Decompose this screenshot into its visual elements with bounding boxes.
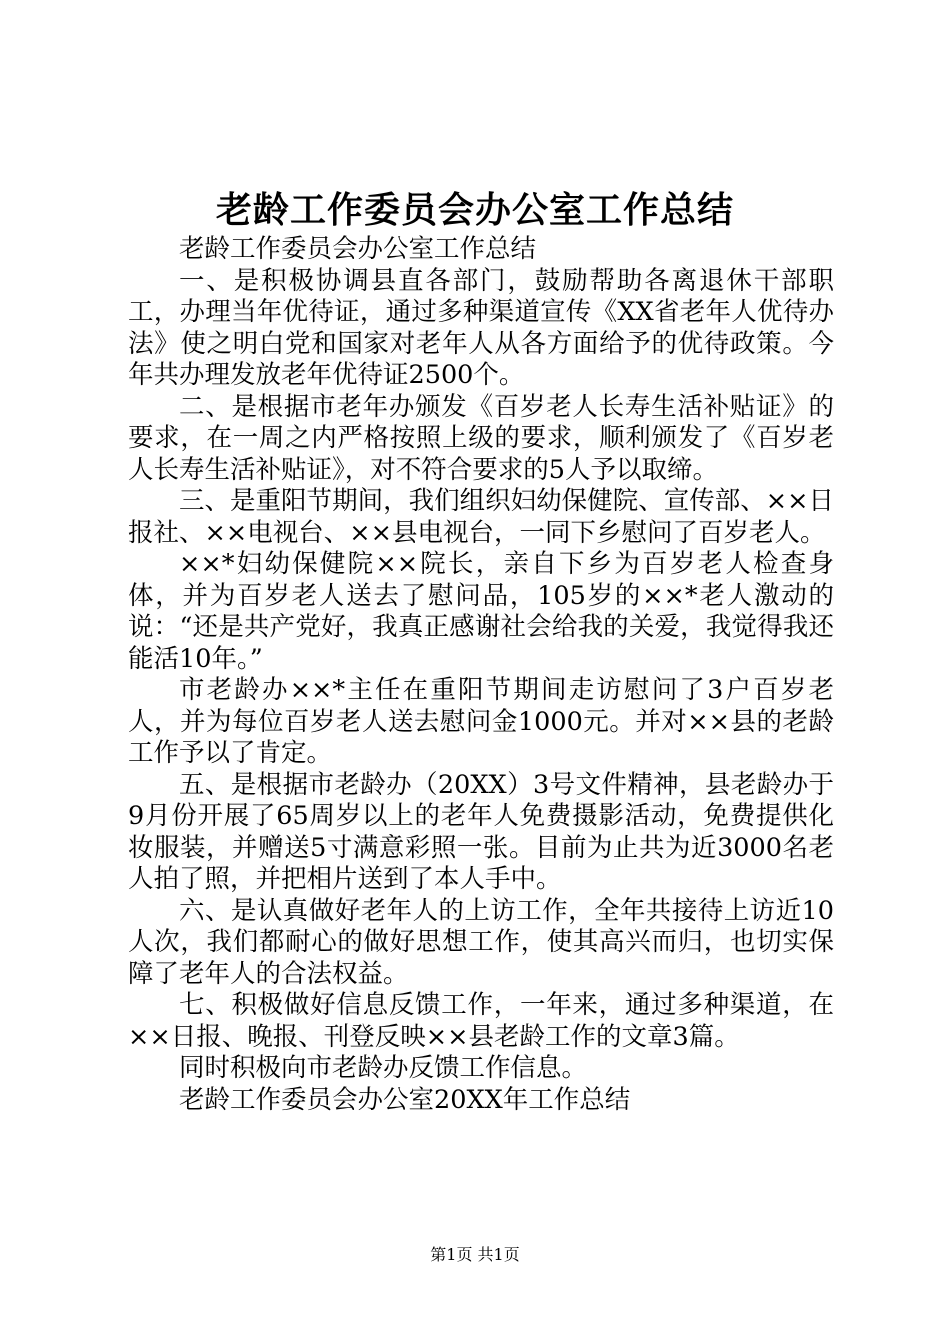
paragraph-item-1: 一、是积极协调县直各部门，鼓励帮助各离退休干部职工，办理当年优待证，通过多种渠道宣传《XX省老年人优待办法》使之明白党和国家对老年人从各方面给予的优待政策。今年共办理发放老年优待证2500个。 [128,265,834,390]
paragraph-item-6: 六、是认真做好老年人的上访工作，全年共接待上访近10人次，我们都耐心的做好思想工作，使其高兴而归，也切实保障了老年人的合法权益。 [128,895,834,989]
paragraph-closing-title: 老龄工作委员会办公室20XX年工作总结 [179,1084,631,1115]
paragraph-hospital-visit: ××*妇幼保健院××院长，亲自下乡为百岁老人检查身体，并为百岁老人送去了慰问品，105岁的××*老人激动的说：“还是共产党好，我真正感谢社会给我的关爱，我觉得我还能活10年。” [128,549,834,674]
document-title: 老龄工作委员会办公室工作总结 [215,189,734,231]
page-footer: 第1页 共1页 [430,1245,520,1264]
paragraph-item-5: 五、是根据市老龄办（20XX）3号文件精神，县老龄办于9月份开展了65周岁以上的老年人免费摄影活动，免费提供化妆服装，并赠送5寸满意彩照一张。目前为止共为近3000名老人拍了照，并把相片送到了本人手中。 [128,769,834,894]
paragraph-director-visit: 市老龄办××*主任在重阳节期间走访慰问了3户百岁老人，并为每位百岁老人送去慰问金1000元。并对××县的老龄工作予以了肯定。 [128,675,834,768]
paragraph-item-2: 二、是根据市老年办颁发《百岁老人长寿生活补贴证》的要求，在一周之内严格按照上级的要求，顺利颁发了《百岁老人长寿生活补贴证》，对不符合要求的5人予以取缔。 [128,391,834,485]
paragraph-feedback: 同时积极向市老龄办反馈工作信息。 [179,1053,588,1083]
paragraph-item-7: 七、积极做好信息反馈工作，一年来，通过多种渠道，在××日报、晚报、刊登反映××县老龄工作的文章3篇。 [128,990,834,1052]
document-body [128,234,834,1116]
paragraph-heading: 老龄工作委员会办公室工作总结 [179,234,537,264]
paragraph-item-3: 三、是重阳节期间，我们组织妇幼保健院、宣传部、××日报社、××电视台、××县电视台，一同下乡慰问了百岁老人。 [128,486,834,548]
